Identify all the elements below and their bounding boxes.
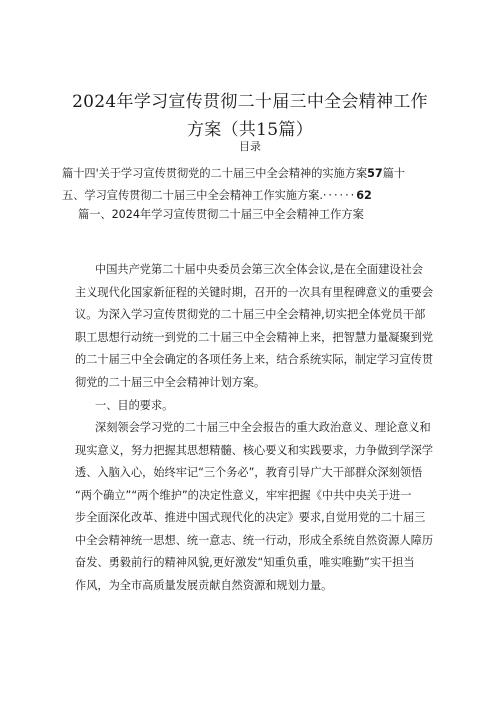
toc-entry-15-text: 五、学习宣传贯彻二十届三中全会精神工作实施方案. [62, 189, 323, 202]
body-line-5: 的二十届三中全会确定的各项任务上来，结合系统实际，制定学习宣传贯 [75, 353, 434, 366]
document-title-line-1: 2024年学习宣传贯彻二十届三中全会精神工作 [72, 92, 428, 112]
toc-entry-15-dots: ······ [322, 189, 357, 202]
toc-entry-15-start: 篇十 [382, 167, 406, 180]
section-heading-goals: 一、目的要求。 [95, 399, 174, 412]
toc-entry-15-page: 62 [356, 189, 372, 202]
toc-entry-14-page: 57 [367, 167, 383, 180]
toc-entry-14[interactable] [62, 166, 462, 182]
body-line-12: 步全面深化改革、推进中国式现代化的决定》要求,自觉用党的二十届三 [75, 511, 426, 524]
body-line-15: 作风，为全市高质量发展贡献自然资源和规划力量。 [75, 579, 333, 592]
body-line-10: 透、入脑入心，始终牢记“三个务必”，教育引导广大干部群众深刻领悟 [75, 466, 423, 479]
body-line-11: “两个确立”“两个维护”的决定性意义，牢牢把握《中共中央关于进一 [75, 489, 412, 502]
body-line-2: 主义现代化国家新征程的关键时期，召开的一次具有里程碑意义的重要会 [75, 286, 434, 299]
document-title-line-2: 方案（共15篇） [186, 120, 314, 140]
body-line-6: 彻党的二十届三中全会精神计划方案。 [75, 376, 266, 389]
body-line-9: 现实意义，努力把握其思想精髓、核心要义和实践要求，力争做到学深学 [75, 444, 434, 457]
body-line-4: 职工思想行动统一到党的二十届三中全会精神上来，把智慧力量凝聚到党 [75, 331, 434, 344]
toc-entry-15[interactable] [62, 188, 462, 204]
toc-entry-14-text: 篇十四'关于学习宣传贯彻党的二十届三中全会精神的实施方案 [62, 167, 368, 180]
body-line-14: 奋发、勇毅前行的精神风貌,更好激发“知重负重，唯实唯勤”实干担当 [75, 556, 415, 569]
body-line-8: 深刻领会学习党的二十届三中全会报告的重大政治意义、理论意义和 [95, 421, 431, 434]
body-line-3: 议。为深入学习宣传贯彻党的二十届三中全会精神,切实把全体党员干部 [75, 308, 426, 321]
body-line-13: 中全会精神统一思想、统一意志、统一行动，形成全系统自然资源人障历 [75, 534, 434, 547]
section-heading-1: 篇一、2024年学习宣传贯彻二十届三中全会精神工作方案 [78, 208, 364, 221]
toc-heading: 目录 [239, 140, 261, 153]
body-line-1: 中国共产党第二十届中央委员会第三次全体会议,是在全面建设社会 [95, 263, 423, 276]
